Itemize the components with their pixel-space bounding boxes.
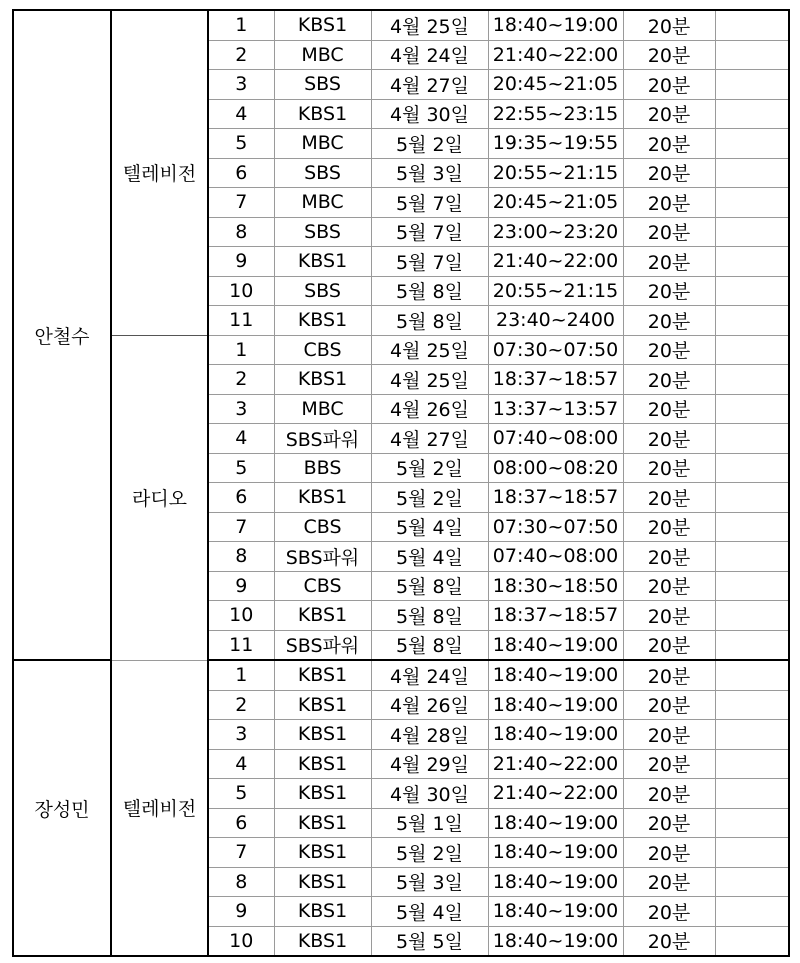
blank-cell xyxy=(715,897,789,927)
broadcast-date: 4월 26일 xyxy=(371,394,488,424)
blank-cell xyxy=(715,483,789,513)
station-name: MBC xyxy=(274,394,371,424)
broadcast-date: 5월 4일 xyxy=(371,512,488,542)
station-name: MBC xyxy=(274,188,371,218)
broadcast-number: 3 xyxy=(208,70,274,100)
time-slot: 21:40~22:00 xyxy=(488,247,623,277)
time-slot: 18:37~18:57 xyxy=(488,601,623,631)
time-slot: 18:40~19:00 xyxy=(488,926,623,956)
blank-cell xyxy=(715,542,789,572)
station-name: KBS1 xyxy=(274,660,371,690)
broadcast-date: 5월 4일 xyxy=(371,542,488,572)
time-slot: 21:40~22:00 xyxy=(488,779,623,809)
time-slot: 18:40~19:00 xyxy=(488,897,623,927)
time-slot: 20:45~21:05 xyxy=(488,188,623,218)
station-name: KBS1 xyxy=(274,720,371,750)
broadcast-date: 4월 24일 xyxy=(371,40,488,70)
time-slot: 07:30~07:50 xyxy=(488,512,623,542)
duration: 20분 xyxy=(623,660,715,690)
duration: 20분 xyxy=(623,838,715,868)
broadcast-date: 5월 8일 xyxy=(371,571,488,601)
duration: 20분 xyxy=(623,394,715,424)
broadcast-date: 5월 2일 xyxy=(371,453,488,483)
blank-cell xyxy=(715,808,789,838)
broadcast-date: 5월 3일 xyxy=(371,158,488,188)
broadcast-number: 8 xyxy=(208,867,274,897)
time-slot: 23:00~23:20 xyxy=(488,217,623,247)
station-name: SBS파워 xyxy=(274,424,371,454)
station-name: SBS파워 xyxy=(274,542,371,572)
station-name: CBS xyxy=(274,335,371,365)
blank-cell xyxy=(715,660,789,690)
time-slot: 18:40~19:00 xyxy=(488,10,623,40)
media-type: 라디오 xyxy=(111,335,208,660)
time-slot: 13:37~13:57 xyxy=(488,394,623,424)
broadcast-number: 3 xyxy=(208,394,274,424)
time-slot: 18:30~18:50 xyxy=(488,571,623,601)
broadcast-date: 5월 8일 xyxy=(371,601,488,631)
duration: 20분 xyxy=(623,542,715,572)
duration: 20분 xyxy=(623,276,715,306)
station-name: BBS xyxy=(274,453,371,483)
broadcast-number: 9 xyxy=(208,247,274,277)
blank-cell xyxy=(715,188,789,218)
broadcast-number: 9 xyxy=(208,571,274,601)
broadcast-date: 5월 7일 xyxy=(371,188,488,218)
duration: 20분 xyxy=(623,690,715,720)
broadcast-date: 4월 30일 xyxy=(371,779,488,809)
broadcast-date: 5월 1일 xyxy=(371,808,488,838)
media-type: 텔레비전 xyxy=(111,660,208,956)
blank-cell xyxy=(715,926,789,956)
duration: 20분 xyxy=(623,453,715,483)
time-slot: 23:40~2400 xyxy=(488,306,623,336)
time-slot: 22:55~23:15 xyxy=(488,99,623,129)
station-name: SBS xyxy=(274,276,371,306)
blank-cell xyxy=(715,335,789,365)
broadcast-date: 5월 2일 xyxy=(371,129,488,159)
broadcast-date: 5월 2일 xyxy=(371,838,488,868)
blank-cell xyxy=(715,70,789,100)
station-name: KBS1 xyxy=(274,601,371,631)
broadcast-date: 5월 4일 xyxy=(371,897,488,927)
broadcast-number: 5 xyxy=(208,453,274,483)
blank-cell xyxy=(715,217,789,247)
media-type: 텔레비전 xyxy=(111,10,208,335)
schedule-row xyxy=(13,10,789,40)
time-slot: 18:40~19:00 xyxy=(488,720,623,750)
blank-cell xyxy=(715,306,789,336)
duration: 20분 xyxy=(623,808,715,838)
broadcast-date: 5월 3일 xyxy=(371,867,488,897)
station-name: CBS xyxy=(274,512,371,542)
broadcast-date: 5월 7일 xyxy=(371,217,488,247)
blank-cell xyxy=(715,453,789,483)
broadcast-number: 9 xyxy=(208,897,274,927)
station-name: KBS1 xyxy=(274,838,371,868)
broadcast-number: 6 xyxy=(208,483,274,513)
blank-cell xyxy=(715,601,789,631)
broadcast-number: 2 xyxy=(208,365,274,395)
broadcast-date: 4월 25일 xyxy=(371,335,488,365)
blank-cell xyxy=(715,247,789,277)
duration: 20분 xyxy=(623,720,715,750)
broadcast-number: 1 xyxy=(208,660,274,690)
duration: 20분 xyxy=(623,335,715,365)
broadcast-date: 4월 25일 xyxy=(371,365,488,395)
broadcast-number: 10 xyxy=(208,276,274,306)
time-slot: 20:55~21:15 xyxy=(488,158,623,188)
duration: 20분 xyxy=(623,306,715,336)
duration: 20분 xyxy=(623,926,715,956)
broadcast-number: 11 xyxy=(208,630,274,660)
station-name: KBS1 xyxy=(274,306,371,336)
broadcast-number: 4 xyxy=(208,99,274,129)
blank-cell xyxy=(715,99,789,129)
broadcast-date: 4월 26일 xyxy=(371,690,488,720)
station-name: KBS1 xyxy=(274,10,371,40)
broadcast-date: 4월 27일 xyxy=(371,70,488,100)
broadcast-date: 4월 30일 xyxy=(371,99,488,129)
time-slot: 07:30~07:50 xyxy=(488,335,623,365)
duration: 20분 xyxy=(623,70,715,100)
schedule-row xyxy=(13,660,789,690)
station-name: KBS1 xyxy=(274,926,371,956)
schedule-body xyxy=(13,10,789,956)
broadcast-date: 4월 27일 xyxy=(371,424,488,454)
broadcast-date: 5월 8일 xyxy=(371,630,488,660)
time-slot: 18:40~19:00 xyxy=(488,808,623,838)
station-name: SBS xyxy=(274,158,371,188)
broadcast-number: 4 xyxy=(208,749,274,779)
time-slot: 18:40~19:00 xyxy=(488,660,623,690)
station-name: MBC xyxy=(274,40,371,70)
blank-cell xyxy=(715,867,789,897)
broadcast-date: 5월 5일 xyxy=(371,926,488,956)
duration: 20분 xyxy=(623,365,715,395)
time-slot: 08:00~08:20 xyxy=(488,453,623,483)
station-name: KBS1 xyxy=(274,365,371,395)
blank-cell xyxy=(715,10,789,40)
broadcast-number: 7 xyxy=(208,188,274,218)
station-name: KBS1 xyxy=(274,779,371,809)
duration: 20분 xyxy=(623,10,715,40)
broadcast-number: 7 xyxy=(208,512,274,542)
station-name: KBS1 xyxy=(274,749,371,779)
schedule-row xyxy=(13,335,789,365)
duration: 20분 xyxy=(623,129,715,159)
station-name: SBS파워 xyxy=(274,630,371,660)
duration: 20분 xyxy=(623,749,715,779)
duration: 20분 xyxy=(623,217,715,247)
time-slot: 18:37~18:57 xyxy=(488,365,623,395)
broadcast-number: 2 xyxy=(208,690,274,720)
blank-cell xyxy=(715,40,789,70)
duration: 20분 xyxy=(623,571,715,601)
time-slot: 20:55~21:15 xyxy=(488,276,623,306)
broadcast-date: 5월 8일 xyxy=(371,276,488,306)
blank-cell xyxy=(715,690,789,720)
blank-cell xyxy=(715,394,789,424)
time-slot: 18:40~19:00 xyxy=(488,838,623,868)
duration: 20분 xyxy=(623,630,715,660)
duration: 20분 xyxy=(623,424,715,454)
station-name: SBS xyxy=(274,217,371,247)
duration: 20분 xyxy=(623,247,715,277)
duration: 20분 xyxy=(623,99,715,129)
time-slot: 21:40~22:00 xyxy=(488,749,623,779)
blank-cell xyxy=(715,424,789,454)
broadcast-number: 2 xyxy=(208,40,274,70)
broadcast-number: 8 xyxy=(208,542,274,572)
broadcast-number: 7 xyxy=(208,838,274,868)
station-name: SBS xyxy=(274,70,371,100)
time-slot: 18:40~19:00 xyxy=(488,630,623,660)
candidate-name: 장성민 xyxy=(13,660,111,956)
broadcast-date: 4월 28일 xyxy=(371,720,488,750)
duration: 20분 xyxy=(623,188,715,218)
duration: 20분 xyxy=(623,897,715,927)
time-slot: 19:35~19:55 xyxy=(488,129,623,159)
time-slot: 18:40~19:00 xyxy=(488,867,623,897)
broadcast-number: 8 xyxy=(208,217,274,247)
broadcast-number: 6 xyxy=(208,808,274,838)
broadcast-number: 10 xyxy=(208,926,274,956)
duration: 20분 xyxy=(623,867,715,897)
broadcast-date: 4월 24일 xyxy=(371,660,488,690)
time-slot: 07:40~08:00 xyxy=(488,424,623,454)
broadcast-number: 1 xyxy=(208,10,274,40)
station-name: KBS1 xyxy=(274,483,371,513)
candidate-name: 안철수 xyxy=(13,10,111,660)
broadcast-date: 5월 7일 xyxy=(371,247,488,277)
blank-cell xyxy=(715,365,789,395)
duration: 20분 xyxy=(623,779,715,809)
station-name: KBS1 xyxy=(274,247,371,277)
blank-cell xyxy=(715,571,789,601)
station-name: KBS1 xyxy=(274,897,371,927)
station-name: KBS1 xyxy=(274,808,371,838)
time-slot: 20:45~21:05 xyxy=(488,70,623,100)
blank-cell xyxy=(715,276,789,306)
duration: 20분 xyxy=(623,483,715,513)
time-slot: 18:40~19:00 xyxy=(488,690,623,720)
broadcast-number: 4 xyxy=(208,424,274,454)
broadcast-number: 3 xyxy=(208,720,274,750)
time-slot: 07:40~08:00 xyxy=(488,542,623,572)
station-name: CBS xyxy=(274,571,371,601)
station-name: MBC xyxy=(274,129,371,159)
blank-cell xyxy=(715,720,789,750)
broadcast-number: 5 xyxy=(208,129,274,159)
broadcast-number: 5 xyxy=(208,779,274,809)
duration: 20분 xyxy=(623,512,715,542)
broadcast-date: 5월 8일 xyxy=(371,306,488,336)
blank-cell xyxy=(715,129,789,159)
broadcast-number: 6 xyxy=(208,158,274,188)
station-name: KBS1 xyxy=(274,690,371,720)
station-name: KBS1 xyxy=(274,867,371,897)
broadcast-date: 4월 29일 xyxy=(371,749,488,779)
duration: 20분 xyxy=(623,40,715,70)
broadcast-date: 4월 25일 xyxy=(371,10,488,40)
broadcast-date: 5월 2일 xyxy=(371,483,488,513)
station-name: KBS1 xyxy=(274,99,371,129)
blank-cell xyxy=(715,838,789,868)
broadcast-number: 1 xyxy=(208,335,274,365)
time-slot: 21:40~22:00 xyxy=(488,40,623,70)
time-slot: 18:37~18:57 xyxy=(488,483,623,513)
broadcast-schedule-table xyxy=(12,9,790,957)
blank-cell xyxy=(715,158,789,188)
blank-cell xyxy=(715,749,789,779)
broadcast-number: 11 xyxy=(208,306,274,336)
blank-cell xyxy=(715,512,789,542)
duration: 20분 xyxy=(623,158,715,188)
blank-cell xyxy=(715,779,789,809)
duration: 20분 xyxy=(623,601,715,631)
blank-cell xyxy=(715,630,789,660)
broadcast-number: 10 xyxy=(208,601,274,631)
